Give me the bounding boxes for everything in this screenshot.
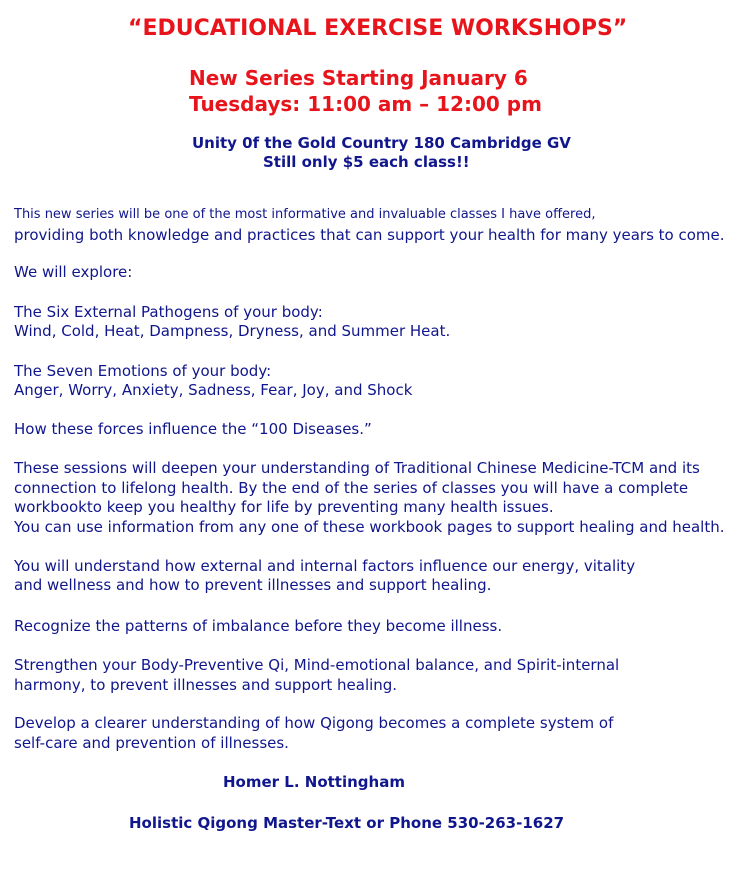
emotions-list: Anger, Worry, Anxiety, Sadness, Fear, Joy, and Shock	[14, 381, 413, 399]
sessions-line-4: You can use information from any one of these workbook pages to support healing and health.	[14, 518, 725, 536]
sessions-line-1: These sessions will deepen your understanding of Traditional Chinese Medicine-TCM and its	[14, 459, 700, 477]
sessions-line-2: connection to lifelong health. By the end of the series of classes you will have a complete	[14, 479, 689, 497]
price: Still only $5 each class!!	[263, 153, 470, 171]
page-title: “EDUCATIONAL EXERCISE WORKSHOPS”	[128, 16, 628, 41]
author-name: Homer L. Nottingham	[223, 773, 405, 791]
pathogens-list: Wind, Cold, Heat, Dampness, Dryness, and Summer Heat.	[14, 322, 451, 340]
understand-line-2: and wellness and how to prevent illnesses and support healing.	[14, 576, 492, 594]
sessions-line-3: workbookto keep you healthy for life by preventing many health issues.	[14, 498, 554, 516]
intro-line-2: providing both knowledge and practices that can support your health for many years to come.	[14, 226, 725, 244]
recognize-line: Recognize the patterns of imbalance before they become illness.	[14, 617, 503, 635]
class-time: Tuesdays: 11:00 am – 12:00 pm	[189, 92, 542, 116]
series-start: New Series Starting January 6	[189, 66, 528, 90]
strengthen-line-1: Strengthen your Body-Preventive Qi, Mind-emotional balance, and Spirit-internal	[14, 656, 620, 674]
develop-line-2: self-care and prevention of illnesses.	[14, 734, 289, 752]
strengthen-line-2: harmony, to prevent illnesses and support healing.	[14, 676, 398, 694]
pathogens-heading: The Six External Pathogens of your body:	[14, 303, 323, 321]
contact-line: Holistic Qigong Master-Text or Phone 530-263-1627	[129, 814, 565, 832]
diseases-line: How these forces influence the “100 Diseases.”	[14, 420, 372, 438]
explore-heading: We will explore:	[14, 263, 133, 281]
develop-line-1: Develop a clearer understanding of how Qigong becomes a complete system of	[14, 714, 614, 732]
intro-line-1: This new series will be one of the most informative and invaluable classes I have offered,	[14, 207, 596, 222]
understand-line-1: You will understand how external and internal factors influence our energy, vitality	[14, 557, 636, 575]
emotions-heading: The Seven Emotions of your body:	[14, 362, 272, 380]
location: Unity 0f the Gold Country 180 Cambridge GV	[192, 134, 571, 152]
